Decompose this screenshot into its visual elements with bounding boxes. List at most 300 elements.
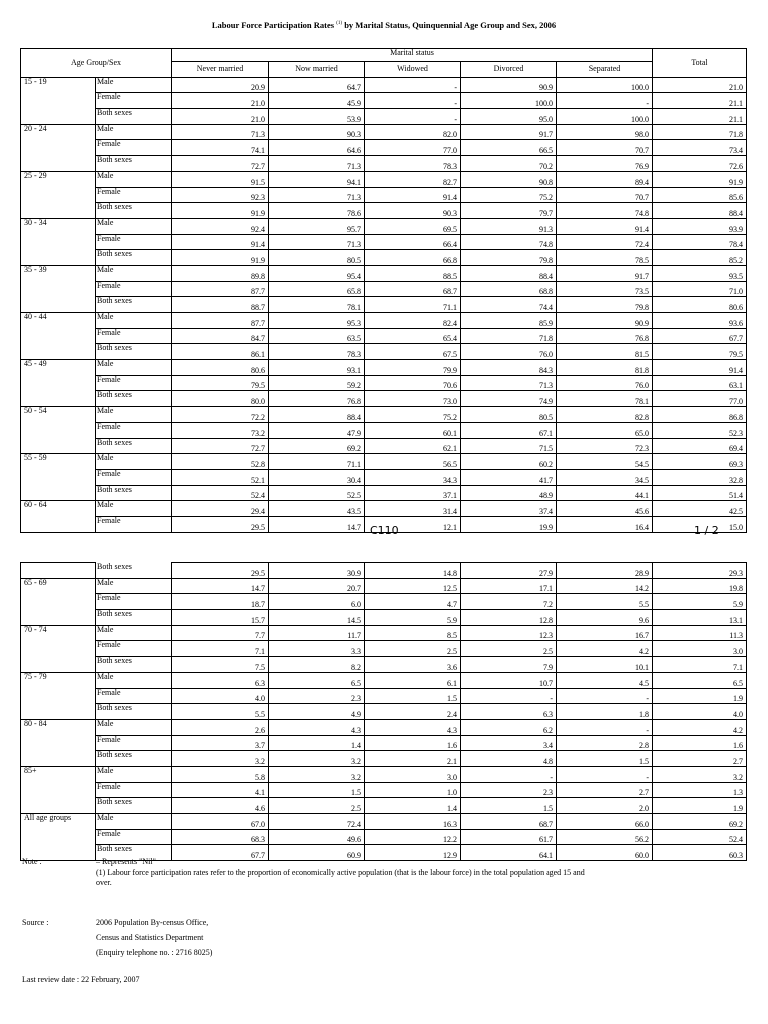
value-cell: 6.1: [365, 672, 461, 688]
value-cell: 12.9: [365, 845, 461, 861]
total-cell: 71.0: [653, 281, 747, 297]
table-row: [21, 281, 747, 297]
total-cell: 77.0: [653, 391, 747, 407]
table-row: [21, 218, 747, 234]
value-cell: 82.0: [365, 124, 461, 140]
value-cell: 71.3: [172, 124, 269, 140]
value-cell: 1.5: [557, 751, 653, 767]
value-cell: 4.2: [557, 641, 653, 657]
value-cell: 1.5: [269, 782, 365, 798]
value-cell: 90.8: [461, 171, 557, 187]
sex-cell: Female: [96, 328, 172, 344]
sex-cell: Male: [96, 218, 172, 234]
value-cell: 56.2: [557, 829, 653, 845]
value-cell: 29.5: [172, 563, 269, 579]
value-cell: 65.0: [557, 422, 653, 438]
value-cell: 60.0: [557, 845, 653, 861]
sex-cell: Female: [96, 735, 172, 751]
value-cell: 19.9: [461, 516, 557, 532]
sex-cell: Male: [96, 814, 172, 830]
value-cell: 3.4: [461, 735, 557, 751]
title-text: Labour Force Participation Rates: [211, 20, 335, 30]
age-group-cell: All age groups: [21, 814, 96, 861]
header-marital-status: Marital status: [172, 49, 653, 62]
sex-cell: Both sexes: [96, 391, 172, 407]
table-row: [21, 657, 747, 673]
sex-cell: Female: [96, 469, 172, 485]
value-cell: 71.3: [269, 187, 365, 203]
total-cell: 1.9: [653, 688, 747, 704]
total-cell: 32.8: [653, 469, 747, 485]
value-cell: 6.3: [172, 672, 269, 688]
value-cell: 78.5: [557, 250, 653, 266]
value-cell: 6.5: [269, 672, 365, 688]
value-cell: 76.8: [269, 391, 365, 407]
sex-cell: Male: [96, 313, 172, 329]
value-cell: 91.4: [365, 187, 461, 203]
value-cell: 92.4: [172, 218, 269, 234]
value-cell: 4.1: [172, 782, 269, 798]
value-cell: 54.5: [557, 454, 653, 470]
age-group-cell: 40 - 44: [21, 313, 96, 360]
sex-cell: Male: [96, 672, 172, 688]
notes-label: Note :: [22, 857, 42, 866]
value-cell: 79.8: [461, 250, 557, 266]
value-cell: 47.9: [269, 422, 365, 438]
value-cell: 92.3: [172, 187, 269, 203]
value-cell: -: [557, 93, 653, 109]
value-cell: 3.2: [269, 766, 365, 782]
value-cell: -: [461, 766, 557, 782]
value-cell: 67.5: [365, 344, 461, 360]
value-cell: 78.1: [269, 297, 365, 313]
sex-cell: Both sexes: [96, 751, 172, 767]
value-cell: 5.8: [172, 766, 269, 782]
value-cell: 82.4: [365, 313, 461, 329]
value-cell: 79.9: [365, 360, 461, 376]
value-cell: 69.2: [269, 438, 365, 454]
sex-cell: Male: [96, 454, 172, 470]
value-cell: 8.2: [269, 657, 365, 673]
source-label: Source :: [22, 918, 49, 927]
value-cell: 15.7: [172, 610, 269, 626]
sex-cell: Both sexes: [96, 297, 172, 313]
value-cell: 72.4: [269, 814, 365, 830]
value-cell: 14.7: [269, 516, 365, 532]
value-cell: 88.4: [461, 265, 557, 281]
sex-cell: Female: [96, 375, 172, 391]
value-cell: 1.5: [461, 798, 557, 814]
table-row: [21, 187, 747, 203]
age-group-cell: 25 - 29: [21, 171, 96, 218]
value-cell: 95.0: [461, 109, 557, 125]
value-cell: 6.2: [461, 719, 557, 735]
value-cell: 2.4: [365, 704, 461, 720]
value-cell: 20.7: [269, 578, 365, 594]
value-cell: 59.2: [269, 375, 365, 391]
value-cell: 60.2: [461, 454, 557, 470]
source-line-1: 2006 Population By-census Office,: [96, 918, 209, 927]
value-cell: 2.1: [365, 751, 461, 767]
total-cell: 1.3: [653, 782, 747, 798]
table-row: [21, 641, 747, 657]
sex-cell: Both sexes: [96, 845, 172, 861]
total-cell: 69.3: [653, 454, 747, 470]
value-cell: 80.5: [269, 250, 365, 266]
source-line-3: (Enquiry telephone no. : 2716 8025): [96, 948, 213, 957]
table-row: [21, 265, 747, 281]
value-cell: 90.3: [269, 124, 365, 140]
source-line-2: Census and Statistics Department: [96, 933, 204, 942]
value-cell: 2.5: [269, 798, 365, 814]
total-cell: 21.1: [653, 109, 747, 125]
value-cell: -: [365, 77, 461, 93]
sex-cell: Both sexes: [96, 109, 172, 125]
value-cell: 70.7: [557, 140, 653, 156]
value-cell: 11.7: [269, 625, 365, 641]
sex-cell: Both sexes: [96, 657, 172, 673]
table-row: [21, 140, 747, 156]
value-cell: 80.6: [172, 360, 269, 376]
value-cell: 1.4: [269, 735, 365, 751]
value-cell: 1.4: [365, 798, 461, 814]
value-cell: 71.3: [269, 156, 365, 172]
value-cell: 14.5: [269, 610, 365, 626]
total-cell: 21.1: [653, 93, 747, 109]
value-cell: 91.5: [172, 171, 269, 187]
notes-nil: – Represents "Nil": [96, 857, 156, 866]
value-cell: 65.4: [365, 328, 461, 344]
notes-footnote-1: (1) Labour force participation rates refer to the proportion of economically active population (that is the labour force) in the total population aged 15 and: [96, 868, 585, 877]
value-cell: 30.4: [269, 469, 365, 485]
value-cell: 30.9: [269, 563, 365, 579]
value-cell: 73.0: [365, 391, 461, 407]
value-cell: 16.3: [365, 814, 461, 830]
value-cell: 71.3: [269, 234, 365, 250]
sex-cell: Both sexes: [96, 798, 172, 814]
sex-cell: Female: [96, 93, 172, 109]
value-cell: 90.9: [461, 77, 557, 93]
value-cell: 88.4: [269, 407, 365, 423]
value-cell: 71.5: [461, 438, 557, 454]
sex-cell: Both sexes: [96, 250, 172, 266]
table-row: [21, 391, 747, 407]
header-divorced: Divorced: [461, 62, 557, 78]
sex-cell: Both sexes: [96, 344, 172, 360]
total-cell: 63.1: [653, 375, 747, 391]
value-cell: 89.4: [557, 171, 653, 187]
total-cell: 60.3: [653, 845, 747, 861]
value-cell: 80.0: [172, 391, 269, 407]
sex-cell: Both sexes: [96, 485, 172, 501]
value-cell: 52.8: [172, 454, 269, 470]
value-cell: 14.2: [557, 578, 653, 594]
value-cell: 3.2: [269, 751, 365, 767]
table-row: [21, 328, 747, 344]
age-group-cell: 35 - 39: [21, 265, 96, 312]
age-group-cell: 15 - 19: [21, 77, 96, 124]
value-cell: 3.2: [172, 751, 269, 767]
value-cell: 1.8: [557, 704, 653, 720]
value-cell: 72.2: [172, 407, 269, 423]
table-row: [21, 203, 747, 219]
table-row: [21, 688, 747, 704]
sex-cell: Female: [96, 688, 172, 704]
value-cell: 16.7: [557, 625, 653, 641]
value-cell: 49.6: [269, 829, 365, 845]
value-cell: 95.3: [269, 313, 365, 329]
value-cell: 95.7: [269, 218, 365, 234]
value-cell: 78.3: [365, 156, 461, 172]
total-cell: 29.3: [653, 563, 747, 579]
value-cell: 53.9: [269, 109, 365, 125]
value-cell: 94.1: [269, 171, 365, 187]
table-row: [21, 766, 747, 782]
value-cell: 4.9: [269, 704, 365, 720]
age-group-cell: 45 - 49: [21, 360, 96, 407]
table-row: [21, 798, 747, 814]
table-row: [21, 625, 747, 641]
value-cell: 67.7: [172, 845, 269, 861]
sex-cell: Female: [96, 422, 172, 438]
total-cell: 1.6: [653, 735, 747, 751]
sex-cell: Female: [96, 234, 172, 250]
value-cell: 72.7: [172, 156, 269, 172]
total-cell: 3.0: [653, 641, 747, 657]
total-cell: 52.4: [653, 829, 747, 845]
sex-cell: Male: [96, 265, 172, 281]
value-cell: 82.8: [557, 407, 653, 423]
sex-cell: Female: [96, 829, 172, 845]
total-cell: 11.3: [653, 625, 747, 641]
table-row: [21, 77, 747, 93]
age-group-cell: 55 - 59: [21, 454, 96, 501]
value-cell: 9.6: [557, 610, 653, 626]
value-cell: 28.9: [557, 563, 653, 579]
value-cell: 66.0: [557, 814, 653, 830]
table-row: [21, 109, 747, 125]
value-cell: 60.9: [269, 845, 365, 861]
value-cell: 60.1: [365, 422, 461, 438]
value-cell: 90.9: [557, 313, 653, 329]
source-block: [22, 917, 722, 957]
value-cell: 45.6: [557, 501, 653, 517]
value-cell: 78.1: [557, 391, 653, 407]
value-cell: 7.5: [172, 657, 269, 673]
value-cell: 71.1: [269, 454, 365, 470]
value-cell: 7.2: [461, 594, 557, 610]
value-cell: 2.3: [269, 688, 365, 704]
value-cell: 3.6: [365, 657, 461, 673]
value-cell: 3.7: [172, 735, 269, 751]
age-group-cell: [21, 563, 96, 579]
value-cell: 81.5: [557, 344, 653, 360]
sex-cell: Male: [96, 625, 172, 641]
table-row: [21, 829, 747, 845]
value-cell: 88.7: [172, 297, 269, 313]
title-rest: by Marital Status, Quinquennial Age Group and Sex, 2006: [344, 20, 557, 30]
value-cell: 86.1: [172, 344, 269, 360]
value-cell: 95.4: [269, 265, 365, 281]
value-cell: 71.8: [461, 328, 557, 344]
value-cell: 66.5: [461, 140, 557, 156]
value-cell: 100.0: [557, 77, 653, 93]
value-cell: 100.0: [461, 93, 557, 109]
value-cell: 14.7: [172, 578, 269, 594]
table-row: [21, 344, 747, 360]
total-cell: 71.8: [653, 124, 747, 140]
page-code: C110: [370, 524, 399, 537]
age-group-cell: 75 - 79: [21, 672, 96, 719]
total-cell: 85.2: [653, 250, 747, 266]
value-cell: 76.0: [557, 375, 653, 391]
age-group-cell: 85+: [21, 766, 96, 813]
value-cell: 74.4: [461, 297, 557, 313]
value-cell: 4.7: [365, 594, 461, 610]
value-cell: 52.1: [172, 469, 269, 485]
table-row: [21, 438, 747, 454]
value-cell: 61.7: [461, 829, 557, 845]
table-row: [21, 610, 747, 626]
total-cell: 1.9: [653, 798, 747, 814]
value-cell: 63.5: [269, 328, 365, 344]
total-cell: 69.4: [653, 438, 747, 454]
sex-cell: Male: [96, 501, 172, 517]
total-cell: 69.2: [653, 814, 747, 830]
table-row: [21, 407, 747, 423]
value-cell: 12.8: [461, 610, 557, 626]
value-cell: 88.5: [365, 265, 461, 281]
value-cell: 70.7: [557, 187, 653, 203]
value-cell: 7.9: [461, 657, 557, 673]
value-cell: 5.9: [365, 610, 461, 626]
value-cell: 66.8: [365, 250, 461, 266]
value-cell: 37.1: [365, 485, 461, 501]
value-cell: -: [365, 109, 461, 125]
sex-cell: Male: [96, 124, 172, 140]
rates-table-page1: [20, 48, 747, 533]
table-row: [21, 563, 747, 579]
last-review-date: Last review date : 22 February, 2007: [22, 975, 140, 984]
value-cell: 12.3: [461, 625, 557, 641]
value-cell: 71.1: [365, 297, 461, 313]
value-cell: 78.6: [269, 203, 365, 219]
sex-cell: Both sexes: [96, 704, 172, 720]
value-cell: 52.4: [172, 485, 269, 501]
total-cell: 91.4: [653, 360, 747, 376]
age-group-cell: 50 - 54: [21, 407, 96, 454]
age-group-cell: 80 - 84: [21, 719, 96, 766]
sex-cell: Both sexes: [96, 156, 172, 172]
value-cell: 64.1: [461, 845, 557, 861]
total-cell: 93.6: [653, 313, 747, 329]
notes-block: [22, 856, 722, 896]
table-row: [21, 704, 747, 720]
value-cell: 91.4: [172, 234, 269, 250]
value-cell: 5.5: [557, 594, 653, 610]
value-cell: 79.7: [461, 203, 557, 219]
value-cell: 1.6: [365, 735, 461, 751]
total-cell: 6.5: [653, 672, 747, 688]
value-cell: 85.9: [461, 313, 557, 329]
value-cell: 2.3: [461, 782, 557, 798]
sex-cell: Both sexes: [96, 563, 172, 579]
total-cell: 52.3: [653, 422, 747, 438]
sex-cell: Female: [96, 187, 172, 203]
total-cell: 85.6: [653, 187, 747, 203]
value-cell: 2.8: [557, 735, 653, 751]
value-cell: 31.4: [365, 501, 461, 517]
value-cell: 8.5: [365, 625, 461, 641]
value-cell: 6.3: [461, 704, 557, 720]
value-cell: 14.8: [365, 563, 461, 579]
total-cell: 79.5: [653, 344, 747, 360]
sex-cell: Both sexes: [96, 438, 172, 454]
total-cell: 2.7: [653, 751, 747, 767]
value-cell: 66.4: [365, 234, 461, 250]
sex-cell: Female: [96, 516, 172, 532]
value-cell: 12.2: [365, 829, 461, 845]
table-row: [21, 156, 747, 172]
value-cell: 2.5: [461, 641, 557, 657]
value-cell: 64.7: [269, 77, 365, 93]
total-cell: 13.1: [653, 610, 747, 626]
total-cell: 3.2: [653, 766, 747, 782]
total-cell: 15.0: [653, 516, 747, 532]
value-cell: 3.0: [365, 766, 461, 782]
value-cell: 68.7: [365, 281, 461, 297]
header-total: Total: [653, 49, 747, 78]
value-cell: 91.3: [461, 218, 557, 234]
value-cell: 72.4: [557, 234, 653, 250]
value-cell: 21.0: [172, 109, 269, 125]
value-cell: 2.0: [557, 798, 653, 814]
value-cell: 77.0: [365, 140, 461, 156]
value-cell: 34.5: [557, 469, 653, 485]
table-row: [21, 485, 747, 501]
value-cell: 3.3: [269, 641, 365, 657]
value-cell: 74.8: [461, 234, 557, 250]
value-cell: 2.6: [172, 719, 269, 735]
value-cell: 48.9: [461, 485, 557, 501]
sex-cell: Male: [96, 766, 172, 782]
value-cell: 91.4: [557, 218, 653, 234]
value-cell: 44.1: [557, 485, 653, 501]
value-cell: -: [557, 766, 653, 782]
value-cell: 74.9: [461, 391, 557, 407]
table-row: [21, 422, 747, 438]
value-cell: 72.3: [557, 438, 653, 454]
value-cell: 18.7: [172, 594, 269, 610]
value-cell: 70.6: [365, 375, 461, 391]
value-cell: 45.9: [269, 93, 365, 109]
sex-cell: Male: [96, 171, 172, 187]
table-row: [21, 171, 747, 187]
table-row: [21, 814, 747, 830]
value-cell: 76.8: [557, 328, 653, 344]
table-row: [21, 297, 747, 313]
table-row: [21, 454, 747, 470]
value-cell: 41.7: [461, 469, 557, 485]
table-row: [21, 735, 747, 751]
value-cell: 1.5: [365, 688, 461, 704]
value-cell: 27.9: [461, 563, 557, 579]
total-cell: 21.0: [653, 77, 747, 93]
value-cell: 4.3: [365, 719, 461, 735]
sex-cell: Male: [96, 77, 172, 93]
value-cell: 21.0: [172, 93, 269, 109]
table-row: [21, 469, 747, 485]
